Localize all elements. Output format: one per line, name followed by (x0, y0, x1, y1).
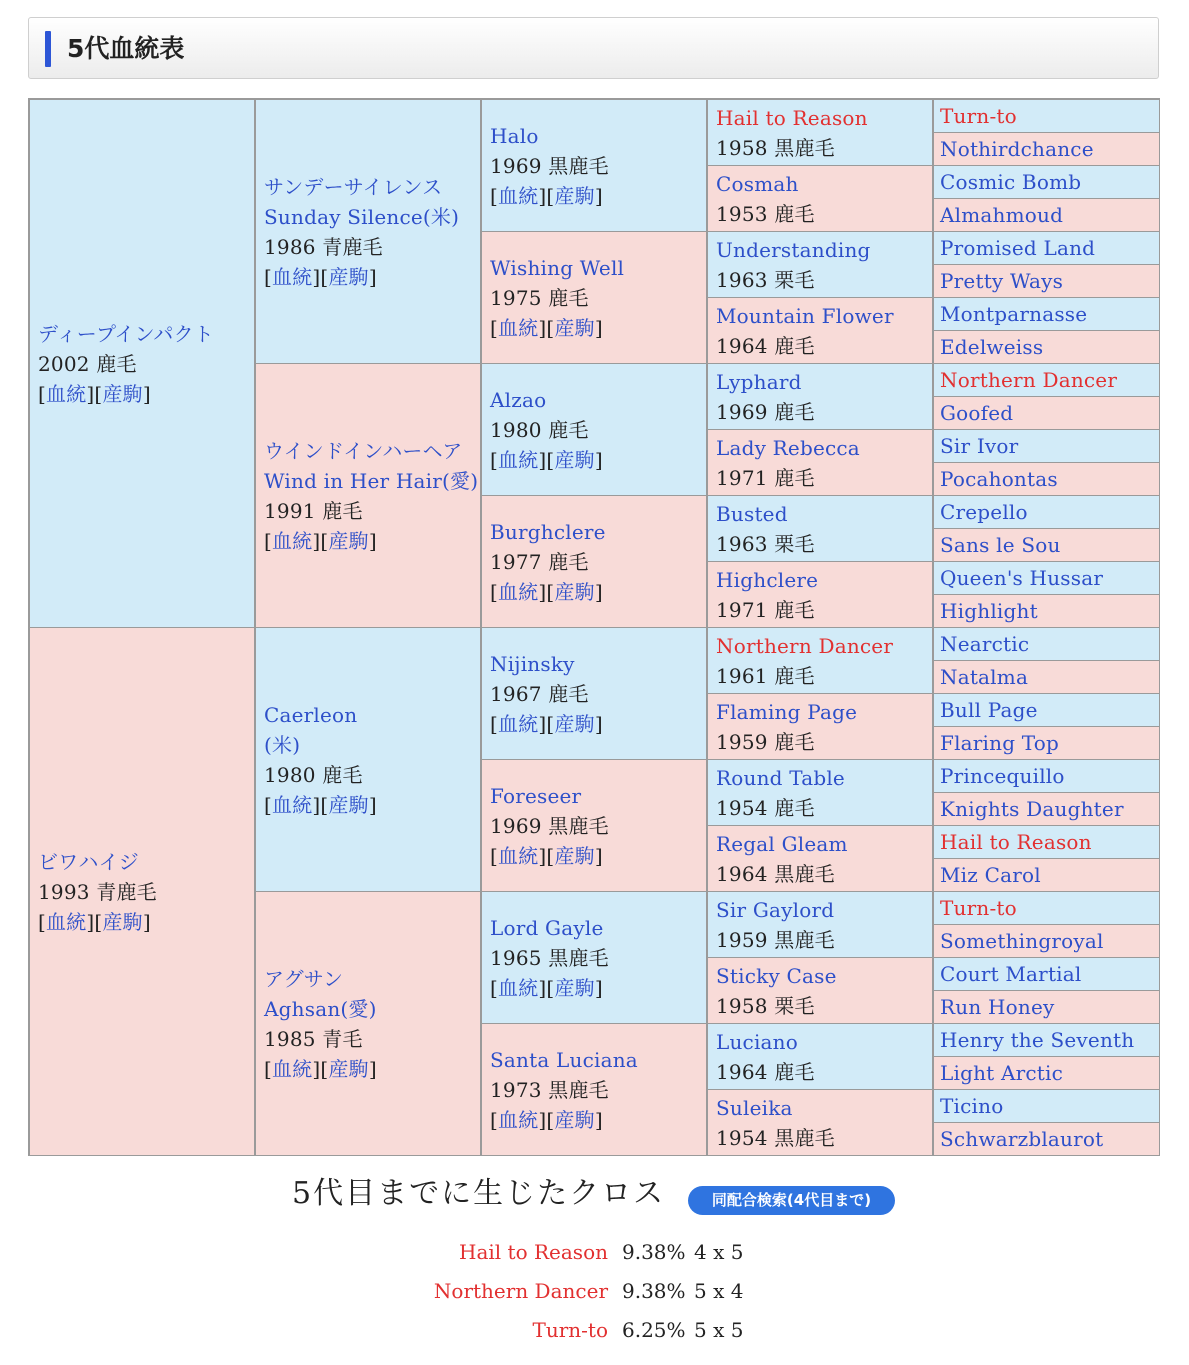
pedigree-cell-gen4 (707, 99, 933, 166)
progeny-link[interactable]: 産駒 (102, 909, 143, 934)
horse-year-color: 1964 鹿毛 (716, 333, 815, 358)
horse-year-color: 1959 黒鹿毛 (716, 927, 835, 952)
pedigree-cell-content (716, 961, 928, 1021)
cross-section-title: 5代目までに生じたクロス (292, 1176, 666, 1211)
horse-year-color: 1977 鹿毛 (490, 549, 589, 574)
pedigree-link[interactable]: 血統 (498, 447, 539, 472)
horse-name-en-link[interactable]: Sunday Silence(米) (264, 204, 460, 229)
horse-name-en-link[interactable]: Wind in Her Hair(愛) (264, 468, 479, 493)
pedigree-cell-content (940, 101, 1155, 131)
pedigree-cell-gen4 (707, 759, 933, 826)
pedigree-cell-gen4 (707, 231, 933, 298)
progeny-link[interactable]: 産駒 (328, 528, 369, 553)
pedigree-cell-gen5 (933, 528, 1160, 562)
horse-name-link[interactable]: Queen's Hussar (940, 566, 1104, 590)
horse-year-color: 1971 鹿毛 (716, 465, 815, 490)
pedigree-cell-content (490, 781, 702, 871)
pedigree-cell-content (716, 829, 928, 889)
cross-horse-link[interactable]: Hail to Reason (459, 1240, 608, 1264)
horse-name-link[interactable]: Mountain Flower (716, 303, 894, 328)
pedigree-link[interactable]: 血統 (498, 183, 539, 208)
pedigree-cell-gen5 (933, 726, 1160, 760)
horse-links: [血統][産駒] (490, 1107, 603, 1132)
pedigree-cell-content (940, 629, 1155, 659)
pedigree-cell-content (716, 103, 928, 163)
pedigree-cell-content (940, 827, 1155, 857)
horse-links: [血統][産駒] (490, 843, 603, 868)
horse-links: [血統][産駒] (38, 381, 151, 406)
horse-year-color: 1963 栗毛 (716, 531, 815, 556)
pedigree-cell-gen3 (481, 363, 707, 496)
pedigree-cell-gen5 (933, 693, 1160, 727)
pedigree-link[interactable]: 血統 (498, 975, 539, 1000)
pedigree-link[interactable]: 血統 (272, 1056, 313, 1081)
progeny-link[interactable]: 産駒 (102, 381, 143, 406)
horse-name-link[interactable]: Northern Dancer (716, 633, 894, 658)
pedigree-cell-gen5 (933, 165, 1160, 199)
progeny-link[interactable]: 産駒 (554, 711, 595, 736)
horse-name-link[interactable]: Montparnasse (940, 302, 1088, 326)
pedigree-cell-content (716, 433, 928, 493)
horse-name-link[interactable]: Lyphard (716, 369, 802, 394)
pedigree-cell-gen5 (933, 396, 1160, 430)
pedigree-cell-gen2 (255, 891, 481, 1156)
pedigree-cell-content (264, 436, 479, 556)
pedigree-cell-gen5 (933, 363, 1160, 397)
progeny-link[interactable]: 産駒 (554, 843, 595, 868)
horse-name-link[interactable]: Regal Gleam (716, 831, 848, 856)
pedigree-cell-content (940, 662, 1155, 692)
pedigree-cell-content (490, 1045, 702, 1135)
cross-row (380, 1237, 800, 1267)
pedigree-link[interactable]: 血統 (46, 381, 87, 406)
pedigree-cell-content (940, 959, 1155, 989)
horse-name-link[interactable]: Northern Dancer (940, 368, 1118, 392)
cross-ratio: 4 x 5 (694, 1240, 744, 1264)
pedigree-cell-content (940, 728, 1155, 758)
horse-year-color: 1971 鹿毛 (716, 597, 815, 622)
pedigree-cell-gen5 (933, 990, 1160, 1024)
horse-name-link[interactable]: Sir Gaylord (716, 897, 835, 922)
pedigree-cell-content (490, 121, 702, 211)
horse-name-link[interactable]: アグサン (264, 966, 344, 991)
pedigree-cell-gen4 (707, 429, 933, 496)
pedigree-cell-gen5 (933, 792, 1160, 826)
horse-name-link[interactable]: サンデーサイレンス (264, 174, 443, 199)
horse-name-link[interactable]: Caerleon (264, 702, 358, 727)
pedigree-cell-gen5 (933, 1089, 1160, 1123)
horse-year-color: 1967 鹿毛 (490, 681, 589, 706)
pedigree-cell-gen3 (481, 891, 707, 1024)
horse-name-link[interactable]: Flaming Page (716, 699, 858, 724)
horse-name-link[interactable]: Pretty Ways (940, 269, 1064, 293)
pedigree-cell-gen5 (933, 825, 1160, 859)
cross-horse-link[interactable]: Northern Dancer (433, 1279, 608, 1303)
horse-name-link[interactable]: ディープインパクト (38, 321, 214, 346)
horse-name-link[interactable]: Lady Rebecca (716, 435, 860, 460)
pedigree-cell-content (490, 253, 702, 343)
horse-name-link[interactable]: Hail to Reason (940, 830, 1092, 854)
horse-name-en-link[interactable]: Aghsan(愛) (264, 996, 377, 1021)
pedigree-cell-content (940, 530, 1155, 560)
horse-name-link[interactable]: Understanding (716, 237, 871, 262)
horse-year-color: 1954 黒鹿毛 (716, 1125, 835, 1150)
horse-name-link[interactable]: Ticino (940, 1094, 1004, 1118)
progeny-link[interactable]: 産駒 (554, 579, 595, 604)
pedigree-cell-content (940, 299, 1155, 329)
pedigree-cell-gen5 (933, 330, 1160, 364)
pedigree-cell-gen5 (933, 957, 1160, 991)
pedigree-cell-gen5 (933, 1023, 1160, 1057)
pedigree-link[interactable]: 血統 (272, 264, 313, 289)
horse-year-color: 1954 鹿毛 (716, 795, 815, 820)
horse-name-en-link[interactable]: (米) (264, 732, 301, 757)
horse-year-color: 1958 黒鹿毛 (716, 135, 835, 160)
cross-row (380, 1276, 800, 1306)
pedigree-link[interactable]: 血統 (498, 843, 539, 868)
pedigree-link[interactable]: 血統 (272, 792, 313, 817)
pedigree-cell-content (940, 167, 1155, 197)
progeny-link[interactable]: 産駒 (328, 264, 369, 289)
pedigree-cell-gen5 (933, 429, 1160, 463)
horse-links: [血統][産駒] (264, 528, 377, 553)
horse-name-link[interactable]: Lord Gayle (490, 915, 604, 940)
horse-name-link[interactable]: Highclere (716, 567, 819, 592)
pedigree-cell-content (940, 134, 1155, 164)
pedigree-cell-content (940, 1124, 1155, 1154)
pedigree-cell-content (940, 431, 1155, 461)
horse-name-link[interactable]: Bull Page (940, 698, 1038, 722)
progeny-link[interactable]: 産駒 (554, 183, 595, 208)
progeny-link[interactable]: 産駒 (554, 975, 595, 1000)
horse-name-link[interactable]: Luciano (716, 1029, 799, 1054)
horse-year-color: 1964 黒鹿毛 (716, 861, 835, 886)
pedigree-cell-gen5 (933, 264, 1160, 298)
cross-row (380, 1315, 800, 1345)
horse-name-link[interactable]: Henry the Seventh (940, 1028, 1135, 1052)
section-header (28, 17, 1159, 79)
horse-year-color: 1975 鹿毛 (490, 285, 589, 310)
horse-name-link[interactable]: Cosmic Bomb (940, 170, 1082, 194)
pedigree-cell-content (716, 301, 928, 361)
pedigree-cell-content (38, 847, 250, 937)
pedigree-cell-gen3 (481, 99, 707, 232)
pedigree-cell-gen5 (933, 231, 1160, 265)
pedigree-cell-gen4 (707, 561, 933, 628)
pedigree-cell-content (940, 860, 1155, 890)
pedigree-cell-gen5 (933, 924, 1160, 958)
pedigree-cell-gen5 (933, 660, 1160, 694)
pedigree-link[interactable]: 血統 (46, 909, 87, 934)
horse-name-link[interactable]: Flaring Top (940, 731, 1060, 755)
pedigree-cell-gen5 (933, 99, 1160, 133)
pedigree-cell-gen5 (933, 627, 1160, 661)
pedigree-table (28, 98, 1160, 1156)
pedigree-cell-content (716, 895, 928, 955)
pedigree-link[interactable]: 血統 (498, 315, 539, 340)
pedigree-cell-content (716, 1093, 928, 1153)
horse-name-link[interactable]: Princequillo (940, 764, 1065, 788)
horse-year-color: 1964 鹿毛 (716, 1059, 815, 1084)
pedigree-cell-content (940, 464, 1155, 494)
pedigree-cell-content (940, 497, 1155, 527)
horse-year-color: 1961 鹿毛 (716, 663, 815, 688)
horse-name-link[interactable]: Almahmoud (940, 203, 1064, 227)
horse-name-link[interactable]: Knights Daughter (940, 797, 1124, 821)
horse-year-color: 1959 鹿毛 (716, 729, 815, 754)
pedigree-cell-gen2 (255, 363, 481, 628)
horse-name-link[interactable]: Run Honey (940, 995, 1055, 1019)
cross-percent: 9.38% (622, 1279, 686, 1303)
horse-year-color: 1969 黒鹿毛 (490, 813, 609, 838)
progeny-link[interactable]: 産駒 (328, 1056, 369, 1081)
pedigree-cell-gen3 (481, 627, 707, 760)
horse-name-link[interactable]: Busted (716, 501, 788, 526)
horse-year-color: 1953 鹿毛 (716, 201, 815, 226)
horse-name-link[interactable]: Natalma (940, 665, 1029, 689)
pedigree-cell-content (264, 700, 476, 820)
pedigree-cell-gen4 (707, 363, 933, 430)
horse-links: [血統][産駒] (490, 579, 603, 604)
pedigree-cell-content (716, 499, 928, 559)
cross-percent: 9.38% (622, 1240, 686, 1264)
pedigree-cell-gen3 (481, 1023, 707, 1156)
pedigree-cell-content (716, 697, 928, 757)
horse-name-link[interactable]: Light Arctic (940, 1061, 1063, 1085)
pedigree-cell-content (716, 763, 928, 823)
pedigree-cell-gen4 (707, 891, 933, 958)
horse-year-color: 1986 青鹿毛 (264, 234, 383, 259)
horse-links: [血統][産駒] (264, 264, 377, 289)
cross-ratio: 5 x 4 (694, 1279, 744, 1303)
pedigree-cell-content (716, 235, 928, 295)
horse-links: [血統][産駒] (264, 1056, 377, 1081)
pedigree-cell-content (716, 631, 928, 691)
pedigree-cell-content (940, 596, 1155, 626)
horse-name-link[interactable]: Alzao (490, 387, 547, 412)
horse-links: [血統][産駒] (490, 447, 603, 472)
pedigree-cell-gen4 (707, 825, 933, 892)
horse-links: [血統][産駒] (38, 909, 151, 934)
horse-name-link[interactable]: Goofed (940, 401, 1014, 425)
horse-name-link[interactable]: Miz Carol (940, 863, 1041, 887)
horse-name-link[interactable]: Somethingroyal (940, 929, 1104, 953)
pedigree-cell-gen4 (707, 957, 933, 1024)
horse-name-link[interactable]: Promised Land (940, 236, 1096, 260)
horse-links: [血統][産駒] (490, 183, 603, 208)
same-mating-search-button[interactable]: 同配合検索(4代目まで) (688, 1186, 895, 1215)
horse-name-link[interactable]: Crepello (940, 500, 1028, 524)
pedigree-cell-gen4 (707, 165, 933, 232)
pedigree-cell-content (940, 332, 1155, 362)
pedigree-cell-gen5 (933, 891, 1160, 925)
pedigree-link[interactable]: 血統 (272, 528, 313, 553)
horse-name-link[interactable]: Wishing Well (490, 255, 625, 280)
pedigree-cell-gen4 (707, 1023, 933, 1090)
pedigree-cell-gen5 (933, 1056, 1160, 1090)
horse-year-color: 1980 鹿毛 (490, 417, 589, 442)
pedigree-cell-content (940, 926, 1155, 956)
pedigree-cell-gen4 (707, 1089, 933, 1156)
horse-year-color: 1965 黒鹿毛 (490, 945, 609, 970)
horse-year-color: 1963 栗毛 (716, 267, 815, 292)
pedigree-cell-content (940, 893, 1155, 923)
pedigree-link[interactable]: 血統 (498, 579, 539, 604)
cross-ratio: 5 x 5 (694, 1318, 744, 1342)
horse-name-link[interactable]: Sir Ivor (940, 434, 1019, 458)
pedigree-cell-content (940, 992, 1155, 1022)
page-title: 5代血統表 (67, 34, 185, 63)
pedigree-cell-gen1 (29, 99, 255, 628)
pedigree-cell-gen5 (933, 198, 1160, 232)
pedigree-link[interactable]: 血統 (498, 1107, 539, 1132)
pedigree-cell-content (716, 565, 928, 625)
horse-name-link[interactable]: Turn-to (940, 896, 1017, 920)
horse-name-link[interactable]: Foreseer (490, 783, 582, 808)
horse-links: [血統][産駒] (490, 711, 603, 736)
pedigree-cell-content (490, 385, 702, 475)
pedigree-cell-gen4 (707, 297, 933, 364)
progeny-link[interactable]: 産駒 (328, 792, 369, 817)
pedigree-cell-content (940, 1058, 1155, 1088)
horse-name-link[interactable]: Santa Luciana (490, 1047, 638, 1072)
horse-year-color: 1958 栗毛 (716, 993, 815, 1018)
progeny-link[interactable]: 産駒 (554, 315, 595, 340)
pedigree-cell-content (716, 367, 928, 427)
pedigree-cell-gen5 (933, 1122, 1160, 1156)
horse-name-link[interactable]: Cosmah (716, 171, 799, 196)
pedigree-cell-gen2 (255, 627, 481, 892)
horse-year-color: 1969 鹿毛 (716, 399, 815, 424)
pedigree-cell-content (490, 913, 702, 1003)
pedigree-cell-content (716, 169, 928, 229)
pedigree-cell-content (940, 1091, 1155, 1121)
pedigree-cell-gen5 (933, 858, 1160, 892)
horse-year-color: 1973 黒鹿毛 (490, 1077, 609, 1102)
pedigree-cell-content (940, 761, 1155, 791)
pedigree-cell-gen4 (707, 627, 933, 694)
horse-name-link[interactable]: Hail to Reason (716, 105, 868, 130)
pedigree-cell-content (264, 964, 476, 1084)
horse-name-link[interactable]: Pocahontas (940, 467, 1058, 491)
header-accent-bar (45, 31, 51, 67)
horse-year-color: 1993 青鹿毛 (38, 879, 157, 904)
pedigree-cell-content (490, 517, 702, 607)
pedigree-cell-gen1 (29, 627, 255, 1156)
horse-name-link[interactable]: Nijinsky (490, 651, 575, 676)
horse-name-link[interactable]: Burghclere (490, 519, 606, 544)
progeny-link[interactable]: 産駒 (554, 447, 595, 472)
pedigree-cell-content (264, 172, 476, 292)
horse-links: [血統][産駒] (264, 792, 377, 817)
pedigree-cell-gen4 (707, 693, 933, 760)
pedigree-cell-content (940, 266, 1155, 296)
horse-name-link[interactable]: Sticky Case (716, 963, 837, 988)
pedigree-cell-gen2 (255, 99, 481, 364)
pedigree-cell-gen5 (933, 594, 1160, 628)
pedigree-cell-gen5 (933, 132, 1160, 166)
horse-name-link[interactable]: Turn-to (940, 104, 1017, 128)
pedigree-cell-gen4 (707, 495, 933, 562)
horse-year-color: 1985 青毛 (264, 1026, 363, 1051)
pedigree-cell-content (38, 319, 250, 409)
horse-name-link[interactable]: Round Table (716, 765, 845, 790)
horse-year-color: 1980 鹿毛 (264, 762, 363, 787)
horse-year-color: 2002 鹿毛 (38, 351, 137, 376)
horse-name-link[interactable]: Sans le Sou (940, 533, 1061, 557)
horse-name-link[interactable]: ウインドインハーヘア (264, 438, 463, 463)
horse-name-link[interactable]: Highlight (940, 599, 1038, 623)
pedigree-cell-content (940, 365, 1155, 395)
horse-links: [血統][産駒] (490, 975, 603, 1000)
pedigree-cell-content (490, 649, 702, 739)
horse-name-link[interactable]: Suleika (716, 1095, 793, 1120)
pedigree-cell-content (940, 1025, 1155, 1055)
horse-links: [血統][産駒] (490, 315, 603, 340)
horse-name-link[interactable]: Court Martial (940, 962, 1082, 986)
horse-name-link[interactable]: Nearctic (940, 632, 1030, 656)
horse-name-link[interactable]: Nothirdchance (940, 137, 1094, 161)
horse-year-color: 1991 鹿毛 (264, 498, 363, 523)
pedigree-cell-content (940, 563, 1155, 593)
horse-name-link[interactable]: ビワハイジ (38, 849, 139, 874)
pedigree-link[interactable]: 血統 (498, 711, 539, 736)
pedigree-cell-content (940, 233, 1155, 263)
horse-year-color: 1969 黒鹿毛 (490, 153, 609, 178)
pedigree-cell-gen5 (933, 495, 1160, 529)
pedigree-cell-content (940, 200, 1155, 230)
pedigree-cell-content (940, 695, 1155, 725)
cross-percent: 6.25% (622, 1318, 686, 1342)
pedigree-cell-gen5 (933, 561, 1160, 595)
pedigree-cell-content (716, 1027, 928, 1087)
pedigree-cell-gen5 (933, 462, 1160, 496)
pedigree-cell-content (940, 794, 1155, 824)
pedigree-cell-gen3 (481, 231, 707, 364)
progeny-link[interactable]: 産駒 (554, 1107, 595, 1132)
horse-name-link[interactable]: Halo (490, 123, 539, 148)
cross-horse-link[interactable]: Turn-to (532, 1318, 608, 1342)
pedigree-cell-gen3 (481, 495, 707, 628)
pedigree-cell-content (940, 398, 1155, 428)
pedigree-cell-gen3 (481, 759, 707, 892)
pedigree-cell-gen5 (933, 759, 1160, 793)
horse-name-link[interactable]: Edelweiss (940, 335, 1044, 359)
horse-name-link[interactable]: Schwarzblaurot (940, 1127, 1104, 1151)
pedigree-cell-gen5 (933, 297, 1160, 331)
